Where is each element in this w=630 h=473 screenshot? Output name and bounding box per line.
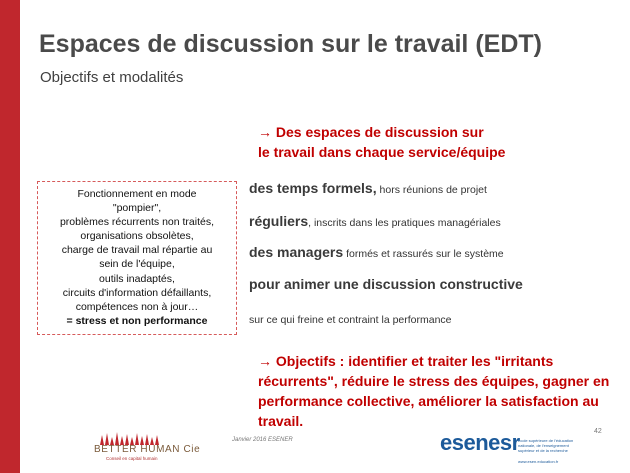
problem-line: charge de travail mal répartie au	[61, 244, 213, 257]
point-detail: formés et rassurés sur le système	[343, 248, 504, 260]
point-formal-times	[249, 180, 487, 198]
point-strong: des temps formels,	[249, 180, 377, 196]
problem-line: "pompier",	[112, 202, 162, 215]
slide-subtitle: Objectifs et modalités	[40, 69, 184, 86]
point-detail: , inscrits dans les pratiques managériales	[308, 217, 501, 229]
point-strong: pour animer une discussion constructive	[249, 276, 523, 292]
esenesr-url: www.esen.education.fr	[518, 459, 559, 464]
headline-line-2: le travail dans chaque service/équipe	[258, 144, 506, 160]
problem-line: problèmes récurrents non traités,	[59, 216, 215, 229]
problem-line: sein de l'équipe,	[99, 258, 175, 271]
point-detail: hors réunions de projet	[376, 184, 487, 196]
problem-line: outils inadaptés,	[99, 272, 175, 285]
point-detail: sur ce qui freine et contraint la performance	[249, 314, 452, 326]
problem-conclusion: = stress et non performance	[66, 314, 208, 327]
esenesr-brand: esenesr	[440, 430, 520, 455]
slide-title: Espaces de discussion sur le travail (EDT)	[39, 30, 542, 58]
flames-icon	[98, 431, 160, 445]
problems-box	[37, 181, 237, 335]
point-strong: des managers	[249, 244, 344, 260]
better-human-logo	[94, 431, 201, 463]
esenesr-logo	[440, 430, 580, 466]
left-accent-bar	[0, 0, 20, 473]
problem-line: circuits d'information défaillants,	[62, 286, 212, 299]
point-regular	[249, 213, 501, 231]
objectives-text: → Objectifs : identifier et traiter les "irritants récurrents", réduire le stress des équipes, gagner en performance collective, améliorer la satisfaction au travail.	[258, 353, 610, 429]
headline	[258, 122, 505, 162]
headline-line-1: → Des espaces de discussion sur	[258, 124, 484, 140]
page-number: 42	[594, 428, 602, 435]
footer-date: Janvier 2016 ESENER	[232, 437, 293, 443]
problem-line: organisations obsolètes,	[80, 230, 194, 243]
problem-line: compétences non à jour…	[75, 300, 199, 313]
point-strong: réguliers	[249, 213, 309, 229]
point-managers	[249, 244, 504, 262]
esenesr-description: école supérieure de l'éducation nationale, de l'enseignement supérieur et de la recherche	[518, 438, 574, 453]
point-performance	[249, 310, 452, 328]
point-animate-discussion	[249, 276, 523, 294]
problem-line: Fonctionnement en mode	[77, 188, 197, 200]
better-human-name: BETTER HUMAN Cie	[94, 444, 201, 455]
better-human-tagline: Conseil en capital humain	[106, 456, 158, 461]
